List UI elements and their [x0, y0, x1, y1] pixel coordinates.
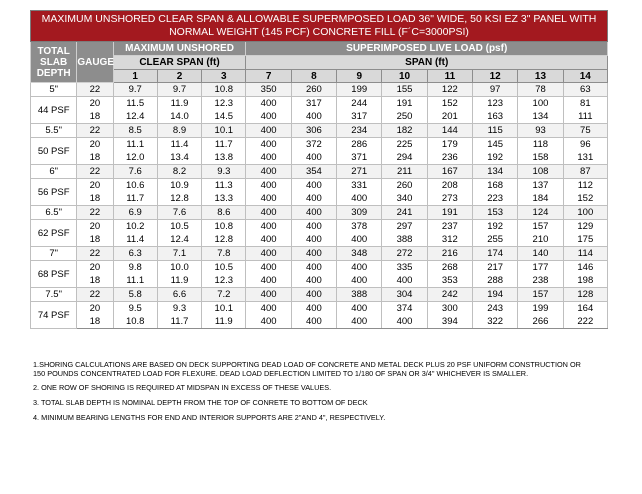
table-row — [31, 233, 608, 247]
load-cell: 272 — [382, 247, 427, 261]
load-cell: 400 — [246, 274, 291, 288]
clear-span-cell: 11.9 — [202, 315, 246, 329]
load-cell: 157 — [518, 220, 563, 234]
load-cell: 260 — [291, 83, 336, 97]
clear-span-cell: 9.3 — [202, 165, 246, 179]
clear-span-cell: 11.1 — [113, 274, 157, 288]
superimposed-header: SUPERIMPOSED LIVE LOAD (psf) — [246, 42, 608, 56]
max-unshored-header: MAXIMUM UNSHORED — [113, 42, 246, 56]
clear-span-cell: 12.0 — [113, 151, 157, 165]
load-cell: 322 — [473, 315, 518, 329]
load-cell: 286 — [337, 138, 382, 152]
gauge-cell: 18 — [77, 233, 113, 247]
clear-span-cell: 10.6 — [113, 179, 157, 193]
table-row — [31, 97, 608, 111]
load-cell: 294 — [382, 151, 427, 165]
gauge-cell: 22 — [77, 247, 113, 261]
table-row — [31, 247, 608, 261]
load-cell: 372 — [291, 138, 336, 152]
slab-depth-cell: 6.5" — [31, 206, 77, 220]
load-cell: 400 — [246, 97, 291, 111]
load-cell: 400 — [246, 220, 291, 234]
load-cell: 271 — [337, 165, 382, 179]
load-cell: 400 — [291, 288, 336, 302]
load-cell: 353 — [427, 274, 472, 288]
load-cell: 158 — [518, 151, 563, 165]
load-cell: 244 — [337, 97, 382, 111]
clear-span-cell: 12.8 — [157, 192, 201, 206]
load-cell: 163 — [473, 110, 518, 124]
load-cell: 225 — [382, 138, 427, 152]
slab-load-cell: 62 PSF — [31, 220, 77, 247]
clear-span-cell: 11.7 — [157, 315, 201, 329]
clear-span-cell: 6.6 — [157, 288, 201, 302]
load-cell: 222 — [563, 315, 607, 329]
load-cell: 400 — [291, 110, 336, 124]
load-cell: 153 — [473, 206, 518, 220]
load-cell: 146 — [563, 261, 607, 275]
clear-span-cell: 10.9 — [157, 179, 201, 193]
load-cell: 97 — [473, 83, 518, 97]
note-1: 1.SHORING CALCULATIONS ARE BASED ON DECK SUPPORTING DEAD LOAD OF CONCRETE AND METAL DECK PLUS 20 PSF UNIFORM CONSTRUCTION OR 150 POUNDS CONCENTRATED LOAD FOR FLEXURE. DEAD LOAD DEFLECTION LIMITED TO 1/180 OF SPAN OR 3/4" WHICHEVER IS SMALLER. — [33, 360, 581, 378]
slab-depth-cell: 5" — [31, 83, 77, 97]
table-row — [31, 138, 608, 152]
load-cell: 400 — [246, 151, 291, 165]
slab-depth-cell: 7.5" — [31, 288, 77, 302]
load-cell: 122 — [427, 83, 472, 97]
load-cell: 217 — [473, 261, 518, 275]
load-cell: 174 — [473, 247, 518, 261]
load-cell: 108 — [518, 165, 563, 179]
gauge-cell: 22 — [77, 206, 113, 220]
header-depth: DEPTH — [36, 67, 71, 79]
gauge-cell: 18 — [77, 110, 113, 124]
span-col-header: 13 — [518, 70, 563, 83]
span-col-header: 10 — [382, 70, 427, 83]
clear-span-cell: 13.8 — [202, 151, 246, 165]
clear-span-cell: 10.1 — [202, 124, 246, 138]
gauge-cell: 20 — [77, 261, 113, 275]
clear-span-cell: 10.8 — [202, 83, 246, 97]
load-cell: 155 — [382, 83, 427, 97]
load-cell: 400 — [246, 247, 291, 261]
load-cell: 388 — [382, 233, 427, 247]
table-row — [31, 179, 608, 193]
load-cell: 400 — [246, 138, 291, 152]
load-cell: 100 — [563, 206, 607, 220]
clear-span-cell: 9.3 — [157, 302, 201, 316]
load-cell: 400 — [246, 165, 291, 179]
load-cell: 124 — [518, 206, 563, 220]
load-cell: 400 — [291, 315, 336, 329]
load-cell: 111 — [563, 110, 607, 124]
slab-depth-cell: 5.5" — [31, 124, 77, 138]
load-cell: 348 — [337, 247, 382, 261]
load-cell: 400 — [246, 110, 291, 124]
load-cell: 191 — [382, 97, 427, 111]
clear-span-cell: 8.6 — [202, 206, 246, 220]
table-row — [31, 192, 608, 206]
clear-span-cell: 10.0 — [157, 261, 201, 275]
load-cell: 164 — [563, 302, 607, 316]
load-cell: 198 — [563, 274, 607, 288]
gauge-cell: 18 — [77, 151, 113, 165]
load-cell: 211 — [382, 165, 427, 179]
load-cell: 400 — [291, 261, 336, 275]
load-cell: 194 — [473, 288, 518, 302]
load-cell: 216 — [427, 247, 472, 261]
clear-span-cell: 5.8 — [113, 288, 157, 302]
column-number-row — [31, 70, 608, 83]
gauge-cell: 20 — [77, 302, 113, 316]
slab-load-cell: 68 PSF — [31, 261, 77, 288]
clear-span-cell: 13.3 — [202, 192, 246, 206]
load-cell: 400 — [291, 274, 336, 288]
load-cell: 237 — [427, 220, 472, 234]
clear-span-cell: 8.5 — [113, 124, 157, 138]
table-row — [31, 261, 608, 275]
gauge-cell: 20 — [77, 138, 113, 152]
clear-span-cell: 9.8 — [113, 261, 157, 275]
load-cell: 400 — [382, 274, 427, 288]
load-cell: 140 — [518, 247, 563, 261]
clear-span-cell: 7.6 — [157, 206, 201, 220]
clear-span-cell: 11.5 — [113, 97, 157, 111]
load-cell: 242 — [427, 288, 472, 302]
load-cell: 371 — [337, 151, 382, 165]
load-cell: 388 — [337, 288, 382, 302]
clear-span-cell: 10.8 — [113, 315, 157, 329]
load-cell: 266 — [518, 315, 563, 329]
load-cell: 300 — [427, 302, 472, 316]
load-cell: 400 — [337, 192, 382, 206]
load-cell: 400 — [291, 220, 336, 234]
gauge-cell: 22 — [77, 83, 113, 97]
clear-span-cell: 11.7 — [113, 192, 157, 206]
clear-span-cell: 11.9 — [157, 274, 201, 288]
load-cell: 400 — [291, 206, 336, 220]
load-cell: 157 — [518, 288, 563, 302]
load-cell: 354 — [291, 165, 336, 179]
load-cell: 115 — [473, 124, 518, 138]
load-cell: 179 — [427, 138, 472, 152]
clear-span-header: CLEAR SPAN (ft) — [113, 56, 246, 70]
header-total: TOTAL — [37, 45, 70, 57]
slab-load-cell: 44 PSF — [31, 97, 77, 124]
span-header: SPAN (ft) — [246, 56, 608, 70]
load-cell: 400 — [246, 206, 291, 220]
clear-span-cell: 9.5 — [113, 302, 157, 316]
load-cell: 309 — [337, 206, 382, 220]
total-slab-depth-header — [31, 42, 77, 83]
load-cell: 145 — [473, 138, 518, 152]
title-line-2: NORMAL WEIGHT (145 PCF) CONCRETE FILL (F´C=3000PSI) — [169, 26, 469, 38]
clear-span-cell: 11.4 — [157, 138, 201, 152]
load-cell: 378 — [337, 220, 382, 234]
load-cell: 400 — [291, 247, 336, 261]
table-row — [31, 83, 608, 97]
load-cell: 96 — [563, 138, 607, 152]
gauge-cell: 18 — [77, 192, 113, 206]
clear-span-cell: 13.4 — [157, 151, 201, 165]
load-cell: 250 — [382, 110, 427, 124]
gauge-cell: 20 — [77, 179, 113, 193]
load-cell: 400 — [246, 124, 291, 138]
load-cell: 400 — [382, 315, 427, 329]
clear-span-cell: 10.5 — [157, 220, 201, 234]
load-cell: 223 — [473, 192, 518, 206]
note-3: 3. TOTAL SLAB DEPTH IS NOMINAL DEPTH FROM THE TOP OF CONRETE TO BOTTOM OF DECK — [33, 398, 368, 407]
load-cell: 81 — [563, 97, 607, 111]
span-col-header: 14 — [563, 70, 607, 83]
load-cell: 144 — [427, 124, 472, 138]
load-cell: 128 — [563, 288, 607, 302]
load-cell: 306 — [291, 124, 336, 138]
clear-span-cell: 7.1 — [157, 247, 201, 261]
load-cell: 182 — [382, 124, 427, 138]
load-cell: 304 — [382, 288, 427, 302]
load-cell: 243 — [473, 302, 518, 316]
clear-span-cell: 11.1 — [113, 138, 157, 152]
load-cell: 152 — [563, 192, 607, 206]
table-row — [31, 274, 608, 288]
load-cell: 177 — [518, 261, 563, 275]
load-cell: 255 — [473, 233, 518, 247]
load-cell: 350 — [246, 83, 291, 97]
span-col-header: 8 — [291, 70, 336, 83]
span-col-header: 9 — [337, 70, 382, 83]
load-cell: 400 — [337, 233, 382, 247]
load-cell: 400 — [246, 261, 291, 275]
load-cell: 199 — [337, 83, 382, 97]
note-2: 2. ONE ROW OF SHORING IS REQUIRED AT MIDSPAN IN EXCESS OF THESE VALUES. — [33, 383, 332, 392]
load-cell: 297 — [382, 220, 427, 234]
load-cell: 191 — [427, 206, 472, 220]
load-cell: 331 — [337, 179, 382, 193]
load-cell: 273 — [427, 192, 472, 206]
clear-span-cell: 6.3 — [113, 247, 157, 261]
table-row — [31, 315, 608, 329]
clear-span-cell: 14.0 — [157, 110, 201, 124]
header-slab: SLAB — [40, 56, 68, 68]
table-row — [31, 206, 608, 220]
gauge-cell: 22 — [77, 288, 113, 302]
clear-span-cell: 10.8 — [202, 220, 246, 234]
load-cell: 192 — [473, 220, 518, 234]
load-cell: 75 — [563, 124, 607, 138]
span-col-header: 12 — [473, 70, 518, 83]
clear-span-cell: 12.8 — [202, 233, 246, 247]
load-cell: 118 — [518, 138, 563, 152]
load-cell: 152 — [427, 97, 472, 111]
clear-span-cell: 12.3 — [202, 97, 246, 111]
load-cell: 199 — [518, 302, 563, 316]
load-cell: 400 — [337, 315, 382, 329]
title-line-1: MAXIMUM UNSHORED CLEAR SPAN & ALLOWABLE SUPERMPOSED LOAD 36" WIDE, 50 KSI EZ 3" PANEL WITH — [41, 13, 597, 25]
table-row — [31, 302, 608, 316]
table-row — [31, 124, 608, 138]
load-cell: 340 — [382, 192, 427, 206]
load-cell: 400 — [246, 302, 291, 316]
table-row — [31, 288, 608, 302]
load-cell: 400 — [337, 274, 382, 288]
load-cell: 260 — [382, 179, 427, 193]
load-cell: 400 — [291, 302, 336, 316]
clear-span-cell: 10.1 — [202, 302, 246, 316]
gauge-cell: 18 — [77, 315, 113, 329]
clear-span-cell: 11.9 — [157, 97, 201, 111]
load-cell: 112 — [563, 179, 607, 193]
clear-span-cell: 10.5 — [202, 261, 246, 275]
load-cell: 374 — [382, 302, 427, 316]
gauge-cell: 20 — [77, 220, 113, 234]
load-cell: 238 — [518, 274, 563, 288]
table-row — [31, 165, 608, 179]
span-col-header: 11 — [427, 70, 472, 83]
load-cell: 114 — [563, 247, 607, 261]
load-cell: 78 — [518, 83, 563, 97]
clear-span-col-header: 3 — [202, 70, 246, 83]
clear-span-cell: 7.8 — [202, 247, 246, 261]
load-cell: 234 — [337, 124, 382, 138]
load-cell: 123 — [473, 97, 518, 111]
load-cell: 167 — [427, 165, 472, 179]
load-cell: 236 — [427, 151, 472, 165]
load-cell: 63 — [563, 83, 607, 97]
gauge-cell: 22 — [77, 124, 113, 138]
slab-depth-cell: 6" — [31, 165, 77, 179]
load-cell: 288 — [473, 274, 518, 288]
gauge-cell: 22 — [77, 165, 113, 179]
load-cell: 317 — [337, 110, 382, 124]
load-cell: 268 — [427, 261, 472, 275]
slab-load-cell: 56 PSF — [31, 179, 77, 206]
gauge-cell: 18 — [77, 274, 113, 288]
load-cell: 201 — [427, 110, 472, 124]
load-cell: 100 — [518, 97, 563, 111]
gauge-cell: 20 — [77, 97, 113, 111]
load-cell: 137 — [518, 179, 563, 193]
load-cell: 93 — [518, 124, 563, 138]
load-cell: 400 — [291, 233, 336, 247]
table-title — [31, 11, 608, 42]
clear-span-cell: 8.2 — [157, 165, 201, 179]
load-cell: 400 — [291, 179, 336, 193]
clear-span-cell: 12.4 — [157, 233, 201, 247]
load-cell: 241 — [382, 206, 427, 220]
clear-span-cell: 11.3 — [202, 179, 246, 193]
slab-load-cell: 50 PSF — [31, 138, 77, 165]
load-cell: 129 — [563, 220, 607, 234]
load-cell: 400 — [291, 192, 336, 206]
clear-span-cell: 12.4 — [113, 110, 157, 124]
clear-span-cell: 9.7 — [113, 83, 157, 97]
load-cell: 131 — [563, 151, 607, 165]
clear-span-cell: 6.9 — [113, 206, 157, 220]
clear-span-cell: 8.9 — [157, 124, 201, 138]
load-cell: 312 — [427, 233, 472, 247]
load-cell: 175 — [563, 233, 607, 247]
clear-span-cell: 12.3 — [202, 274, 246, 288]
load-cell: 317 — [291, 97, 336, 111]
load-cell: 400 — [246, 179, 291, 193]
load-cell: 210 — [518, 233, 563, 247]
load-cell: 400 — [337, 261, 382, 275]
span-col-header: 7 — [246, 70, 291, 83]
load-cell: 394 — [427, 315, 472, 329]
load-cell: 208 — [427, 179, 472, 193]
load-cell: 192 — [473, 151, 518, 165]
table-row — [31, 110, 608, 124]
table-body — [31, 83, 608, 329]
note-4: 4. MINIMUM BEARING LENGTHS FOR END AND INTERIOR SUPPORTS ARE 2"AND 4", RESPECTIVELY. — [33, 413, 386, 422]
span-table-container — [30, 10, 608, 329]
table-row — [31, 220, 608, 234]
span-load-table — [30, 10, 608, 329]
gauge-header: GAUGE — [77, 42, 113, 83]
slab-depth-cell: 7" — [31, 247, 77, 261]
load-cell: 400 — [291, 151, 336, 165]
clear-span-cell: 7.6 — [113, 165, 157, 179]
clear-span-cell: 10.2 — [113, 220, 157, 234]
load-cell: 400 — [246, 192, 291, 206]
clear-span-col-header: 2 — [157, 70, 201, 83]
load-cell: 134 — [473, 165, 518, 179]
load-cell: 335 — [382, 261, 427, 275]
load-cell: 184 — [518, 192, 563, 206]
clear-span-col-header: 1 — [113, 70, 157, 83]
table-row — [31, 151, 608, 165]
notes-section — [33, 360, 593, 428]
clear-span-cell: 11.4 — [113, 233, 157, 247]
clear-span-cell: 11.7 — [202, 138, 246, 152]
load-cell: 168 — [473, 179, 518, 193]
load-cell: 87 — [563, 165, 607, 179]
clear-span-cell: 14.5 — [202, 110, 246, 124]
load-cell: 400 — [246, 233, 291, 247]
load-cell: 400 — [337, 302, 382, 316]
clear-span-cell: 7.2 — [202, 288, 246, 302]
load-cell: 400 — [246, 288, 291, 302]
slab-load-cell: 74 PSF — [31, 302, 77, 329]
load-cell: 134 — [518, 110, 563, 124]
clear-span-cell: 9.7 — [157, 83, 201, 97]
load-cell: 400 — [246, 315, 291, 329]
